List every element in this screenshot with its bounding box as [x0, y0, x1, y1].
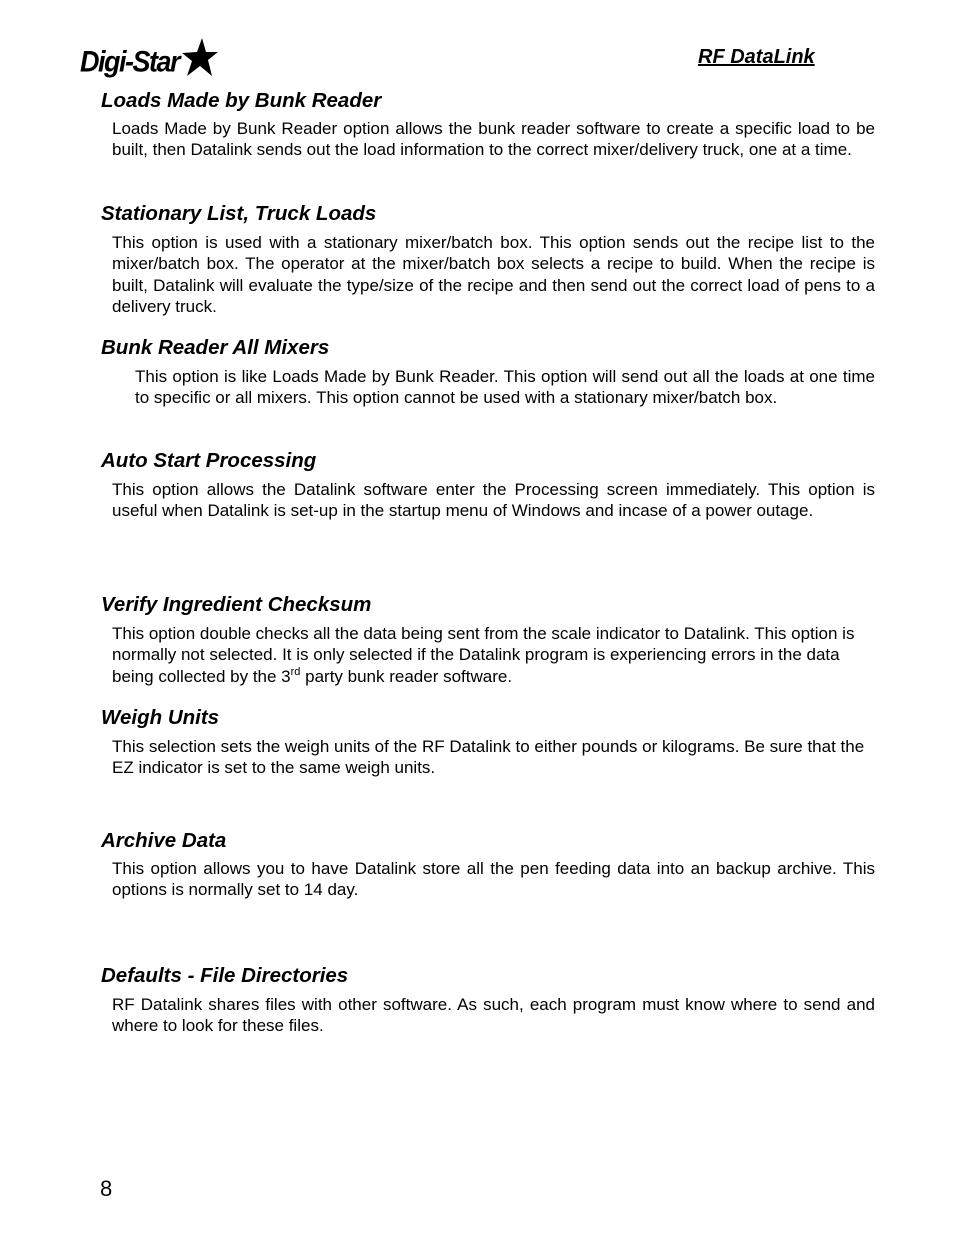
star-icon: [176, 38, 218, 78]
section-body-weigh-units: This selection sets the weigh units of the RF Datalink to either pounds or kilograms. Be sure that the EZ indicator is set to the same weigh units.: [112, 737, 865, 778]
section-body-stationary-list: This option is used with a stationary mixer/batch box. This option sends out the recipe list to the mixer/batch box. The operator at the mixer/batch box selects a recipe to build. When the recipe is built, Datalink will evaluate the type/size of the recipe and then send out the correct load of pens to a delivery truck.: [112, 233, 875, 316]
section-heading-stationary-list: Stationary List, Truck Loads: [101, 202, 377, 225]
document-header-title: RF DataLink: [698, 46, 815, 68]
section-heading-verify-ingredient-checksum: Verify Ingredient Checksum: [101, 593, 372, 616]
section-heading-loads-made-by-bunk-reader: Loads Made by Bunk Reader: [101, 89, 382, 112]
section-body-verify-ingredient-checksum: This option double checks all the data being sent from the scale indicator to Datalink. This option is normally not selected. It is only selected if the Datalink program is experiencing errors in the data being collected by the 3rd party bunk reader software.: [112, 624, 855, 686]
section-body-defaults-file-directories: RF Datalink shares files with other software. As such, each program must know where to send and where to look for these files.: [112, 995, 875, 1036]
section-body-archive-data: This option allows you to have Datalink store all the pen feeding data into an backup archive. This options is normally set to 14 day.: [112, 859, 875, 900]
section-heading-weigh-units: Weigh Units: [101, 706, 220, 729]
section-body-loads-made-by-bunk-reader: Loads Made by Bunk Reader option allows the bunk reader software to create a specific load to be built, then Datalink sends out the load information to the correct mixer/delivery truck, one at a time.: [112, 119, 875, 160]
section-body-bunk-reader-all-mixers: This option is like Loads Made by Bunk Reader. This option will send out all the loads at one time to specific or all mixers. This option cannot be used with a stationary mixer/batch box.: [135, 367, 875, 408]
section-heading-archive-data: Archive Data: [101, 829, 227, 852]
digi-star-logo: [80, 38, 218, 77]
section-heading-bunk-reader-all-mixers: Bunk Reader All Mixers: [101, 336, 330, 359]
page-number: 8: [100, 1176, 113, 1201]
section-body-auto-start-processing: This option allows the Datalink software enter the Processing screen immediately. This option is useful when Datalink is set-up in the startup menu of Windows and incase of a power outage.: [112, 480, 875, 521]
section-heading-auto-start-processing: Auto Start Processing: [101, 449, 317, 472]
section-heading-defaults-file-directories: Defaults - File Directories: [101, 964, 349, 987]
logo-text: Digi-Star: [80, 45, 180, 79]
